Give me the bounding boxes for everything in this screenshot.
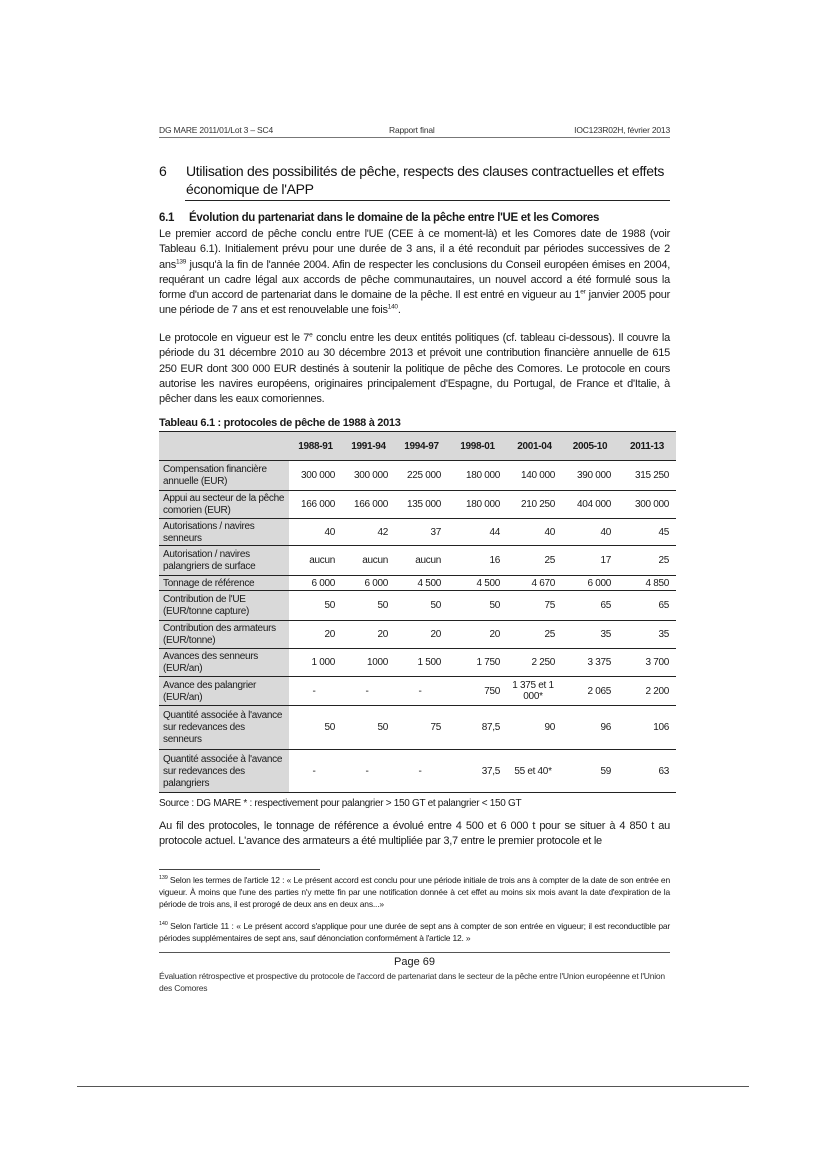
table-cell: -: [395, 677, 448, 706]
table-cell: 16: [448, 546, 507, 576]
table-row: [159, 677, 676, 706]
table-row: [159, 750, 676, 793]
table-cell: 75: [395, 706, 448, 750]
row-label: Autorisations / navires senneurs: [159, 519, 289, 546]
paragraph-intro: Le premier accord de pêche conclu entre l'UE (CEE à ce moment-là) et les Comores date de 1988 (voir Tableau 6.1). Initialement prévu pour une durée de 3 ans, il a été reconduit par périodes successives de 2 ans$^{139}$ jusqu'à la fin de l'année 2004. Afin de respecter les conclusions du Conseil européen émises en 2004, requérant un cadre légal aux accords de pêche communautaires, un nouvel accord a été formulé sous la forme d'un accord de partenariat dans le domaine de la pêche. Il est entré en vigueur au 1er janvier 2005 pour une période de 7 ans et est renouvelable une fois$^{140}$.: [159, 228, 670, 317]
table-cell: 2 065: [562, 677, 618, 706]
row-label: Autorisation / navires palangriers de surface: [159, 546, 289, 576]
col-header: 2005-10: [562, 432, 618, 461]
table-cell: 106: [618, 706, 676, 750]
row-label: Contribution des armateurs (EUR/tonne): [159, 621, 289, 649]
table-row: [159, 576, 676, 591]
row-label: Appui au secteur de la pêche comorien (EUR): [159, 491, 289, 519]
row-label: Contribution de l'UE (EUR/tonne capture): [159, 591, 289, 621]
header-center: Rapport final: [389, 125, 435, 135]
table-cell: 45: [618, 519, 676, 546]
table-cell: 315 250: [618, 461, 676, 491]
row-label: Compensation financière annuelle (EUR): [159, 461, 289, 491]
protocols-table: [159, 431, 676, 793]
table-cell: 90: [507, 706, 562, 750]
table-cell: 4 500: [395, 576, 448, 591]
table-cell: -: [342, 677, 395, 706]
table-cell: 44: [448, 519, 507, 546]
table-cell: 404 000: [562, 491, 618, 519]
table-cell: 6 000: [562, 576, 618, 591]
table-cell: 40: [562, 519, 618, 546]
table-caption: Tableau 6.1 : protocoles de pêche de 1988 à 2013: [159, 417, 401, 429]
table-cell: 6 000: [342, 576, 395, 591]
table-cell: 35: [562, 621, 618, 649]
table-cell: 750: [448, 677, 507, 706]
table-cell: 180 000: [448, 461, 507, 491]
table-cell: 37: [395, 519, 448, 546]
section-title: Évolution du partenariat dans le domaine de la pêche entre l'UE et les Comores: [189, 212, 600, 224]
table-row: [159, 591, 676, 621]
table-cell: 210 250: [507, 491, 562, 519]
footnote-139: $^{139}$ Selon les termes de l'article 12 : « Le présent accord est conclu pour une période initiale de trois ans à compter de la date de son entrée en vigueur. À moins que l'une des parties n'y mette fin par une notification donnée à cet effet au moins six mois avant la date d'expiration de la période de trois ans, il est prorogé de deux ans en deux ans...»: [159, 875, 670, 909]
header-left: DG MARE 2011/01/Lot 3 – SC4: [159, 125, 273, 135]
table-cell: 300 000: [289, 461, 342, 491]
table-cell: 37,5: [448, 750, 507, 793]
table-cell: 4 500: [448, 576, 507, 591]
col-header: 1988-91: [289, 432, 342, 461]
table-cell: 20: [342, 621, 395, 649]
table-cell: 166 000: [289, 491, 342, 519]
row-label: Quantité associée à l'avance sur redevances des palangriers: [159, 750, 289, 793]
row-label: Avance des palangrier (EUR/an): [159, 677, 289, 706]
table-cell: 20: [395, 621, 448, 649]
table-cell: 17: [562, 546, 618, 576]
table-header-row: [159, 432, 676, 461]
table-cell: 59: [562, 750, 618, 793]
table-cell: 40: [507, 519, 562, 546]
table-row: [159, 546, 676, 576]
section-number: 6.1: [159, 212, 175, 224]
footer-divider: [159, 952, 670, 953]
table-cell: 75: [507, 591, 562, 621]
footnote-divider: [159, 869, 320, 870]
chapter-title: Utilisation des possibilités de pêche, respects des clauses contractuelles et effets économique de l'APP: [186, 163, 665, 197]
table-cell: 50: [342, 706, 395, 750]
table-cell: -: [342, 750, 395, 793]
table-row: [159, 491, 676, 519]
table-cell: aucun: [342, 546, 395, 576]
table-cell: 1 500: [395, 649, 448, 677]
table-cell: 3 700: [618, 649, 676, 677]
table-cell: 3 375: [562, 649, 618, 677]
footnote-140: $^{140}$ Selon l'article 11 : « Le présent accord s'applique pour une durée de sept ans à compter de son entrée en vigueur; il est reconductible par périodes supplémentaires de sept ans, sauf dénonciation conformément à l'article 12. »: [159, 921, 670, 943]
table-cell: 63: [618, 750, 676, 793]
header-divider: [159, 137, 670, 138]
table-cell: 35: [618, 621, 676, 649]
col-header: 1998-01: [448, 432, 507, 461]
header-right: IOC123R02H, février 2013: [574, 125, 670, 135]
table-row: [159, 519, 676, 546]
table-cell: -: [289, 750, 342, 793]
footnote-number: 140: [159, 921, 168, 928]
table-cell: 4 850: [618, 576, 676, 591]
table-cell: -: [289, 677, 342, 706]
row-label: Quantité associée à l'avance sur redevances des senneurs: [159, 706, 289, 750]
table-cell: 4 670: [507, 576, 562, 591]
table-cell: aucun: [395, 546, 448, 576]
table-cell: 25: [507, 621, 562, 649]
footnote-ref-139[interactable]: 139: [176, 257, 187, 265]
row-label: Avances des senneurs (EUR/an): [159, 649, 289, 677]
paragraph-evolution: Au fil des protocoles, le tonnage de référence a évolué entre 4 500 et 6 000 t pour se situer à 4 850 t au protocole actuel. L'avance des armateurs a été multipliée par 3,7 entre le premier protocole et le: [159, 820, 670, 848]
table-cell: 50: [289, 591, 342, 621]
viewer-page-edge: [77, 1086, 749, 1087]
table-cell: 1000: [342, 649, 395, 677]
table-cell: 1 375 et 1 000*: [507, 677, 562, 706]
table-cell: 20: [289, 621, 342, 649]
table-cell: 225 000: [395, 461, 448, 491]
table-cell: 2 250: [507, 649, 562, 677]
table-source: Source : DG MARE * : respectivement pour palangrier > 150 GT et palangrier < 150 GT: [159, 798, 522, 809]
table-cell: 1 750: [448, 649, 507, 677]
table-cell: 42: [342, 519, 395, 546]
table-row: [159, 461, 676, 491]
chapter-divider: [185, 200, 670, 201]
table-corner: [159, 432, 289, 461]
row-label: Tonnage de référence: [159, 576, 289, 591]
col-header: 2001-04: [507, 432, 562, 461]
table-cell: 25: [507, 546, 562, 576]
table-cell: 87,5: [448, 706, 507, 750]
footer-text: Évaluation rétrospective et prospective du protocole de l'accord de partenariat dans le secteur de la pêche entre l'Union européenne et l'Union des Comores: [159, 971, 665, 993]
chapter-number: 6: [159, 163, 167, 179]
table-cell: 65: [618, 591, 676, 621]
table-cell: 180 000: [448, 491, 507, 519]
table-cell: 300 000: [618, 491, 676, 519]
table-cell: 20: [448, 621, 507, 649]
col-header: 1994-97: [395, 432, 448, 461]
table-cell: -: [395, 750, 448, 793]
footnote-ref-140[interactable]: 140: [387, 303, 398, 311]
table-cell: 40: [289, 519, 342, 546]
table-cell: 50: [289, 706, 342, 750]
paragraph-current-protocol: Le protocole en vigueur est le 7e conclu entre les deux entités politiques (cf. tableau ci-dessous). Il couvre la période du 31 décembre 2010 au 30 décembre 2013 et prévoit une contribution financière annuelle de 615 250 EUR dont 300 000 EUR destinés à soutenir la politique de pêche des Comores. Le protocole en cours autorise les navires européens, originaires principalement d'Espagne, du Portugal, de France et d'Italie, à pêcher dans les eaux comoriennes.: [159, 331, 670, 406]
table-cell: 140 000: [507, 461, 562, 491]
col-header: 2011-13: [618, 432, 676, 461]
table-row: [159, 649, 676, 677]
table-cell: 65: [562, 591, 618, 621]
table-cell: 6 000: [289, 576, 342, 591]
table-cell: 50: [448, 591, 507, 621]
table-row: [159, 706, 676, 750]
table-cell: aucun: [289, 546, 342, 576]
table-cell: 96: [562, 706, 618, 750]
table-cell: 55 et 40*: [507, 750, 562, 793]
page-number: Page 69: [394, 956, 435, 968]
footnote-number: 139: [159, 875, 168, 882]
table-cell: 25: [618, 546, 676, 576]
table-cell: 166 000: [342, 491, 395, 519]
table-cell: 2 200: [618, 677, 676, 706]
table-row: [159, 621, 676, 649]
table-cell: 50: [342, 591, 395, 621]
table-cell: 135 000: [395, 491, 448, 519]
table-cell: 390 000: [562, 461, 618, 491]
table-cell: 50: [395, 591, 448, 621]
table-cell: 1 000: [289, 649, 342, 677]
col-header: 1991-94: [342, 432, 395, 461]
table-cell: 300 000: [342, 461, 395, 491]
